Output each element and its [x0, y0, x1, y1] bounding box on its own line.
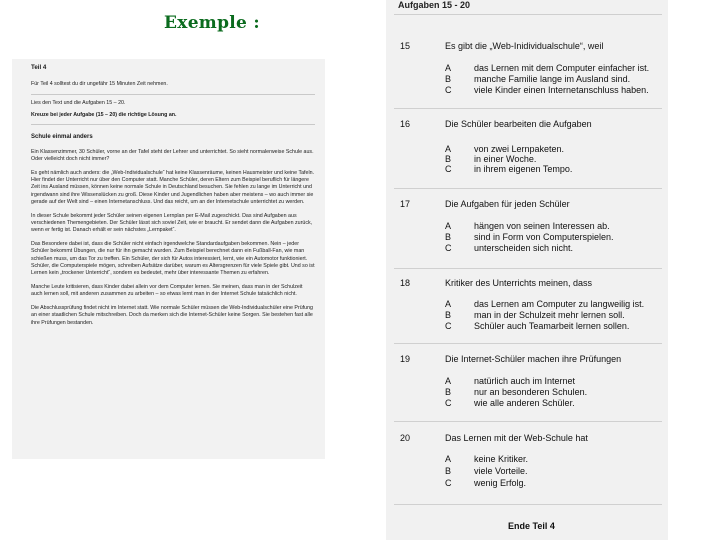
question-stem: Die Internet-Schüler machen ihre Prüfungen	[445, 354, 622, 364]
instruction-time: Für Teil 4 solltest du dir ungefähr 15 Minuten Zeit nehmen.	[31, 81, 168, 88]
text-paragraph: In dieser Schule bekommt jeder Schüler seinen eigenen Lernplan per E-Mail zugeschickt. Das sind Aufgaben aus verschiedenen Themengebieten. Der Schüler lässt sich soviel Zeit, wie er braucht. Er sendet dann die Aufgaben zurück, wenn er fertig ist. Danach erhält er sein nächstes „Lernpaket“.	[31, 212, 313, 234]
answer-option-c: C in ihrem eigenen Tempo.	[445, 164, 573, 174]
answer-option-a: A von zwei Lernpaketen.	[445, 144, 565, 154]
left-document-page	[12, 59, 325, 459]
answer-option-b: B sind in Form von Computerspielen.	[445, 232, 614, 242]
question-number: 18	[400, 278, 411, 288]
question-stem: Kritiker des Unterrichts meinen, dass	[445, 278, 593, 288]
divider	[394, 343, 662, 344]
question-stem: Die Schüler bearbeiten die Aufgaben	[445, 119, 592, 129]
answer-option-a: A hängen von seinen Interessen ab.	[445, 221, 610, 231]
instruction-mark: Kreuze bei jeder Aufgabe (15 – 20) die richtige Lösung an.	[31, 111, 177, 118]
divider	[394, 108, 662, 109]
answer-option-b: B in einer Woche.	[445, 154, 537, 164]
text-paragraph: Es geht nämlich auch anders: die „Web-Individualschule“ hat keine Klassenräume, keinen Hausmeister und keine Tafeln. Hier findet der Unterricht nur über den Computer statt. Manche Schüler, deren Eltern zum Beispiel beruflich für längere Zeit ins Ausland müssen, können keine normale Schule in Deutschland besuchen. Sie fehlen zu lange im Unterricht und irgendwann sind ihre Wissenslücken zu groß. Diese Kinder und Jugendlichen haben aber meistens – wo auch immer sie gerade auf der Welt sind – einen Internetanschluss. Und das reicht, um an der Internetschule unterrichtet zu werden.	[31, 170, 315, 205]
divider	[394, 268, 662, 269]
question-number: 17	[400, 199, 411, 209]
answer-option-b: B nur an besonderen Schulen.	[445, 387, 588, 397]
divider	[394, 421, 662, 422]
divider	[31, 124, 315, 125]
answer-option-b: B manche Familie lange im Ausland sind.	[445, 74, 631, 84]
divider	[394, 188, 662, 189]
question-number: 20	[400, 433, 411, 443]
answer-option-b: B man in der Schulzeit mehr lernen soll.	[445, 310, 625, 320]
right-document-page	[386, 0, 668, 540]
text-paragraph: Das Besondere dabei ist, dass die Schüler nicht einfach irgendwelche Standardaufgaben bekommen. Nein – jeder Schüler bekommt Übungen, die nur für ihn gemacht wurden. Zum Beispiel berechnet dann ein Fußball-Fan, wie man schießen muss, um das Tor zu treffen. Ein Schüler, der sich für Autos interessiert, lernt, wie ein Automotor funktioniert. Schüler, die Computerspiele mögen, schreiben Aufsätze darüber, warum es Altersgrenzen für viele Spiele gibt. Und so ist Lernen kein „trockener Unterricht“, sondern es bedeutet, mehr über interessante Themen zu erfahren.	[31, 241, 315, 276]
answer-option-c: C unterscheiden sich nicht.	[445, 243, 574, 253]
divider	[394, 504, 662, 505]
text-paragraph: Manche Leute kritisieren, dass Kinder dabei allein vor dem Computer lernen. Sie meinen, dass man in der Schulzeit auch lernen soll, mit anderen zusammen zu arbeiten – so etwas lernt man in der Internet Schule tatsächlich nicht.	[31, 283, 303, 298]
answer-option-a: A natürlich auch im Internet	[445, 376, 576, 386]
answer-option-a: A das Lernen mit dem Computer einfacher ist.	[445, 63, 650, 73]
divider	[31, 94, 315, 95]
end-teil-footer: Ende Teil 4	[508, 521, 555, 531]
answer-option-c: C wie alle anderen Schüler.	[445, 398, 575, 408]
instruction-read: Lies den Text und die Aufgaben 15 – 20.	[31, 99, 126, 106]
slide-title: Exemple :	[164, 13, 260, 33]
answer-option-a: A das Lernen am Computer zu langweilig ist.	[445, 299, 645, 309]
question-stem: Es gibt die „Web-Inidividualschule“, weil	[445, 41, 604, 51]
text-title: Schule einmal anders	[31, 133, 93, 140]
answer-option-b: B viele Vorteile.	[445, 466, 528, 476]
answer-option-c: C Schüler auch Teamarbeit lernen sollen.	[445, 321, 630, 331]
answer-option-c: C wenig Erfolg.	[445, 478, 527, 488]
tasks-header: Aufgaben 15 - 20	[398, 0, 471, 10]
question-stem: Die Aufgaben für jeden Schüler	[445, 199, 570, 209]
question-stem: Das Lernen mit der Web-Schule hat	[445, 433, 588, 443]
answer-option-a: A keine Kritiker.	[445, 454, 529, 464]
divider	[394, 14, 662, 15]
teil-heading: Teil 4	[31, 64, 47, 71]
text-paragraph: Die Abschlussprüfung findet nicht im Internet statt. Wie normale Schüler müssen die Web-Individualschüler eine Prüfung an einer staatlichen Schule mitschreiben. Doch da merken sich die Internet-Schüler keine Sorgen. Sie bestehen fast alle ihre Prüfungen bestanden.	[31, 305, 313, 326]
question-number: 19	[400, 354, 411, 364]
question-number: 16	[400, 119, 411, 129]
text-paragraph: Ein Klassenzimmer, 30 Schüler, vorne an der Tafel steht der Lehrer und unterrichtet. So sieht normalerweise Schule aus. Oder vielleicht doch nicht immer?	[31, 148, 314, 163]
question-number: 15	[400, 41, 411, 51]
answer-option-c: C viele Kinder einen Internetanschluss haben.	[445, 85, 649, 95]
